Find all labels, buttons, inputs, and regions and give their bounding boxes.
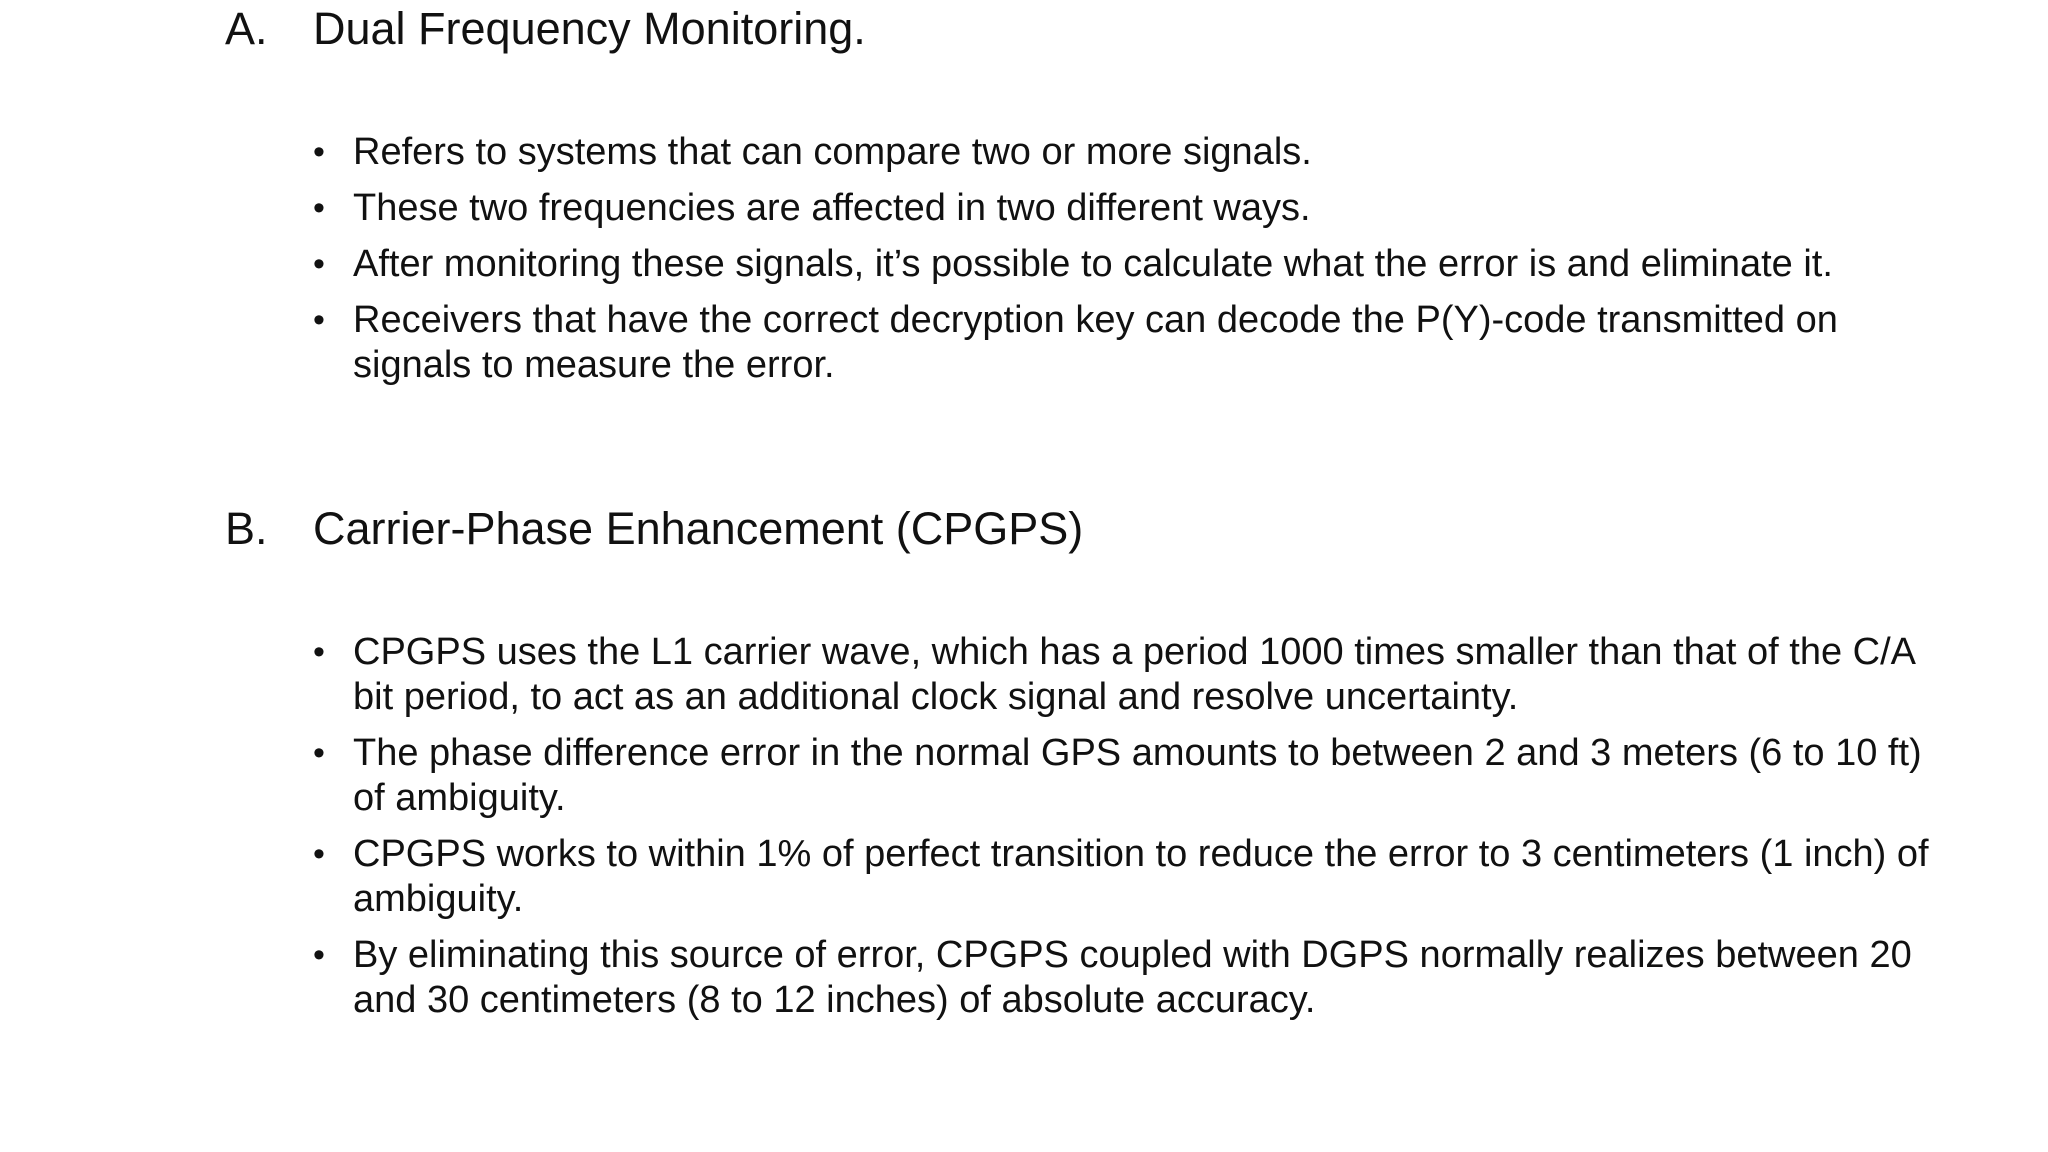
section-b-title: Carrier-Phase Enhancement (CPGPS)	[313, 503, 1084, 554]
bullet-text: The phase difference error in the normal GPS amounts to between 2 and 3 meters (6 to 10 ft) of ambiguity.	[353, 732, 1922, 819]
bullet-icon: •	[313, 245, 325, 283]
list-item	[313, 630, 1933, 720]
bullet-icon: •	[313, 734, 325, 772]
section-a-title: Dual Frequency Monitoring.	[313, 3, 866, 54]
section-a-bullet-list	[313, 130, 1933, 399]
bullet-icon: •	[313, 633, 325, 671]
section-b-heading	[225, 502, 1925, 556]
bullet-text: After monitoring these signals, it’s possible to calculate what the error is and eliminate it.	[353, 243, 1833, 285]
bullet-text: Receivers that have the correct decryption key can decode the P(Y)-code transmitted on signals to measure the error.	[353, 299, 1838, 386]
list-item	[313, 832, 1933, 922]
bullet-text: CPGPS works to within 1% of perfect transition to reduce the error to 3 centimeters (1 inch) of ambiguity.	[353, 833, 1929, 920]
section-a-marker: A.	[225, 3, 268, 54]
list-item	[313, 298, 1933, 388]
list-item	[313, 242, 1933, 287]
bullet-text: By eliminating this source of error, CPGPS coupled with DGPS normally realizes between 20 and 30 centimeters (8 to 12 inches) of absolute accuracy.	[353, 934, 1912, 1021]
section-b-bullet-list	[313, 630, 1933, 1034]
list-item	[313, 731, 1933, 821]
section-a-heading	[225, 2, 1925, 56]
bullet-icon: •	[313, 189, 325, 227]
bullet-text: CPGPS uses the L1 carrier wave, which has a period 1000 times smaller than that of the C/A bit period, to act as an additional clock signal and resolve uncertainty.	[353, 631, 1914, 718]
section-b-marker: B.	[225, 503, 268, 554]
bullet-icon: •	[313, 835, 325, 873]
list-item	[313, 130, 1933, 175]
section-b	[225, 502, 1929, 1021]
bullet-text: These two frequencies are affected in two different ways.	[353, 187, 1311, 229]
bullet-text: Refers to systems that can compare two or more signals.	[353, 131, 1312, 173]
bullet-icon: •	[313, 936, 325, 974]
list-item	[313, 933, 1933, 1023]
bullet-icon: •	[313, 301, 325, 339]
list-item	[313, 186, 1933, 231]
section-a	[225, 2, 1925, 386]
bullet-icon: •	[313, 133, 325, 171]
